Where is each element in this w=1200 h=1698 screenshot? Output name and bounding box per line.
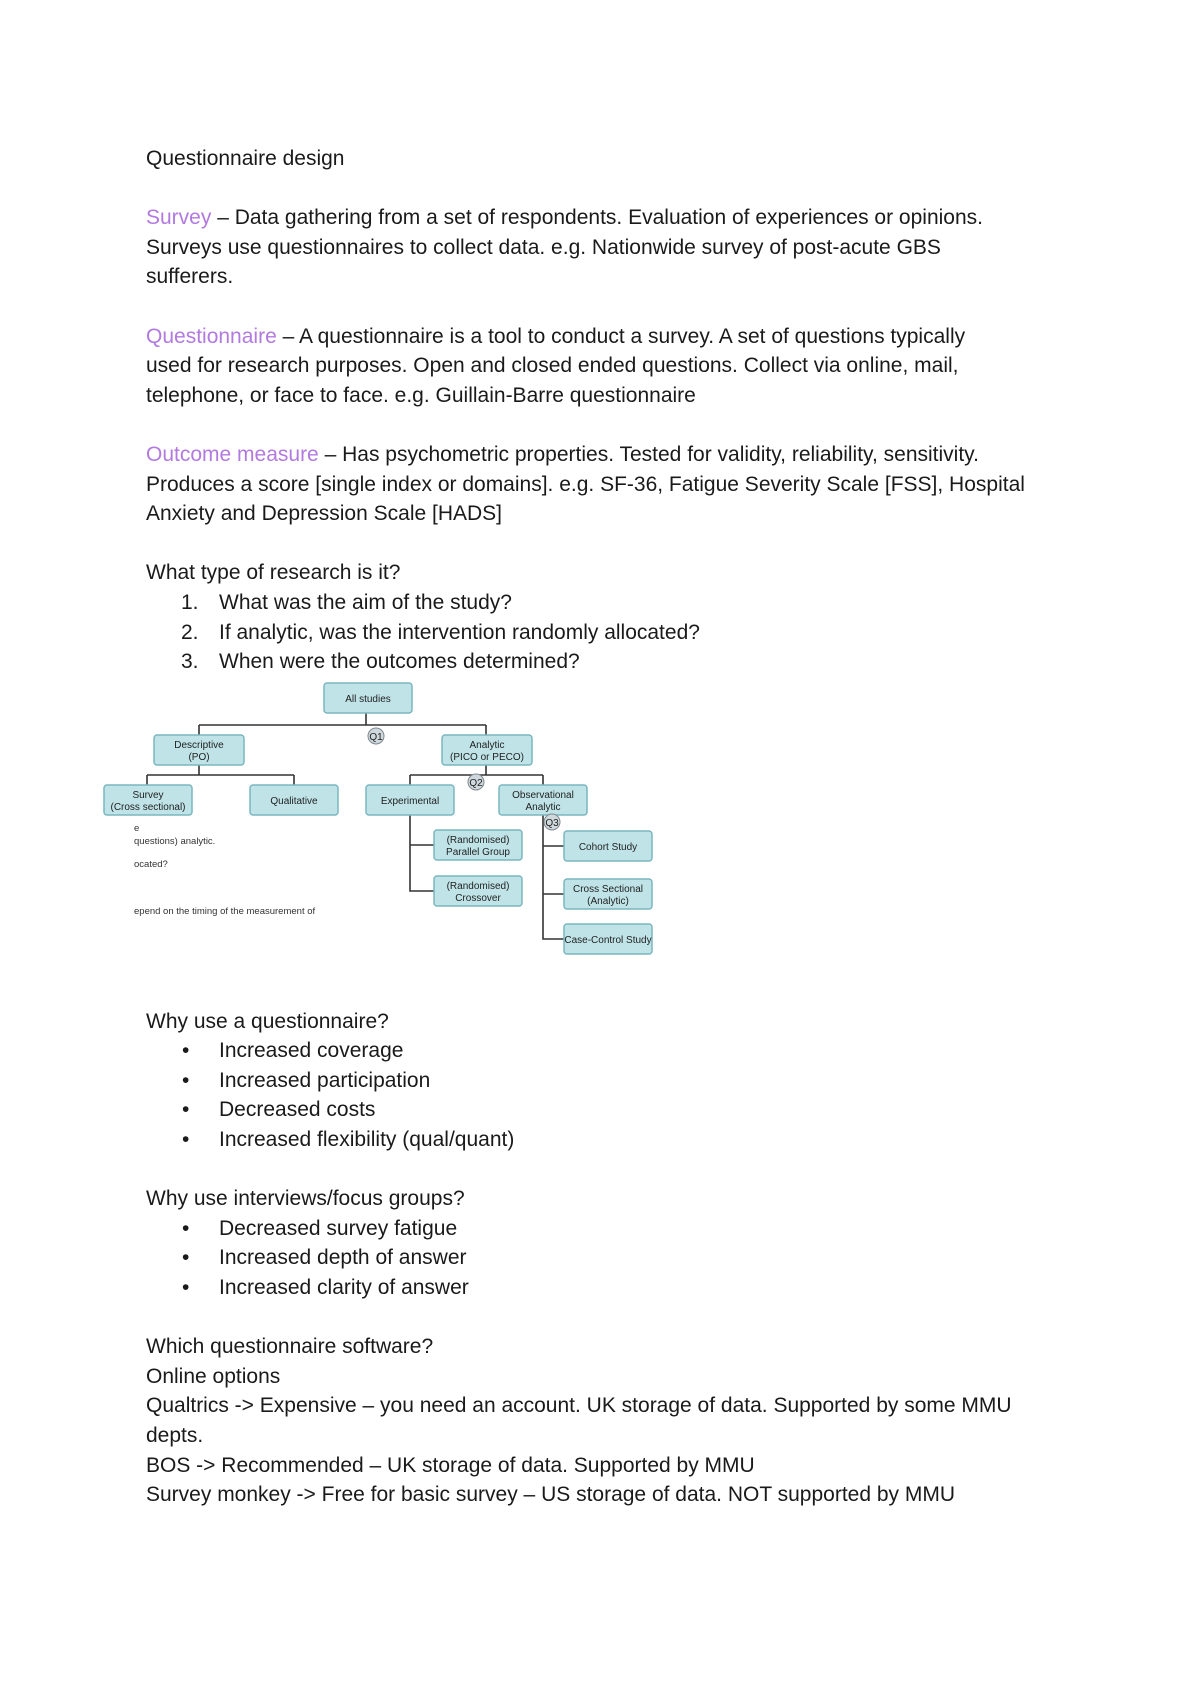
list-item [146, 618, 1066, 648]
diagram-box-crossover [434, 876, 522, 906]
bullet: • [182, 1216, 190, 1240]
software-line: Online options [146, 1364, 281, 1388]
research-questions-list [146, 588, 1066, 677]
cropped-text-fragment: questions) analytic. [134, 835, 216, 847]
diagram-box-observational [499, 785, 587, 815]
definition-survey [146, 203, 1066, 292]
list-item [146, 1036, 1066, 1066]
diagram-label: (Analytic) [587, 895, 629, 907]
diagram-q3-label [544, 814, 560, 830]
document-title: Questionnaire design [146, 147, 345, 170]
list-item-text: Increased participation [219, 1068, 431, 1092]
diagram-box-case-control [564, 924, 652, 954]
definition-text: Anxiety and Depression Scale [HADS] [146, 502, 503, 526]
list-number: 3. [181, 650, 199, 674]
diagram-q1-label [368, 728, 384, 744]
list-item-text: If analytic, was the intervention randomly allocated? [219, 620, 700, 644]
list-number: 1. [181, 590, 199, 614]
list-item-text: Increased coverage [219, 1039, 404, 1063]
svg-text:Q3: Q3 [545, 817, 559, 829]
term-label: Outcome measure [146, 442, 319, 466]
definition-questionnaire [146, 322, 1066, 411]
why-questionnaire-list [146, 1036, 1066, 1154]
diagram-box-cross-sectional [564, 879, 652, 909]
diagram-box-descriptive [154, 735, 244, 765]
definition-text: sufferers. [146, 265, 234, 289]
list-item [146, 588, 1066, 618]
list-item-text: Increased flexibility (qual/quant) [219, 1128, 515, 1152]
document-body [110, 144, 1066, 1510]
research-heading: What type of research is it? [146, 561, 401, 585]
diagram-label: Observational [512, 789, 574, 801]
list-item-text: Decreased costs [219, 1098, 376, 1122]
bullet: • [182, 1128, 190, 1152]
list-item [146, 647, 1066, 677]
diagram-label: Analytic [525, 801, 561, 813]
diagram-box-parallel-group [434, 830, 522, 860]
diagram-label: Cohort Study [578, 841, 638, 853]
list-item [146, 1273, 1066, 1303]
diagram-label: (Cross sectional) [110, 801, 186, 813]
list-item-text: What was the aim of the study? [219, 590, 512, 614]
diagram-label: (Randomised) [446, 880, 510, 892]
diagram-label: Experimental [380, 795, 440, 807]
list-item [146, 1066, 1066, 1096]
list-item [146, 1243, 1066, 1273]
cropped-text-fragment: ocated? [134, 858, 168, 870]
diagram-box-all-studies [324, 683, 412, 713]
definition-text: used for research purposes. Open and closed ended questions. Collect via online, mail, [146, 354, 959, 378]
study-types-tree [110, 679, 694, 979]
list-item [146, 1214, 1066, 1244]
bullet: • [182, 1276, 190, 1300]
bullet: • [182, 1098, 190, 1122]
diagram-label: All studies [345, 693, 391, 705]
software-heading: Which questionnaire software? [146, 1335, 434, 1359]
diagram-box-cohort [564, 831, 652, 861]
list-item [146, 1125, 1066, 1155]
bullet: • [182, 1039, 190, 1063]
why-questionnaire-heading: Why use a questionnaire? [146, 1009, 389, 1033]
study-types-diagram [110, 679, 1066, 979]
diagram-box-analytic [442, 735, 532, 765]
software-line: depts. [146, 1424, 204, 1447]
why-interviews-heading: Why use interviews/focus groups? [146, 1187, 465, 1211]
definition-text: – Has psychometric properties. Tested for validity, reliability, sensitivity. [318, 442, 979, 466]
diagram-label: (PO) [188, 751, 210, 763]
definition-text: Produces a score [single index or domains]. e.g. SF-36, Fatigue Severity Scale [FSS], Hospital [146, 472, 1025, 496]
definition-outcome-measure [146, 440, 1066, 529]
software-line: Qualtrics -> Expensive – you need an account. UK storage of data. Supported by some MMU [146, 1394, 1012, 1418]
diagram-box-experimental [366, 785, 454, 815]
term-label: Questionnaire [146, 324, 277, 348]
diagram-label: Case-Control Study [564, 934, 652, 946]
list-number: 2. [181, 620, 199, 644]
cropped-text-fragment: epend on the timing of the measurement of [134, 905, 316, 917]
software-line: BOS -> Recommended – UK storage of data. Supported by MMU [146, 1453, 755, 1477]
term-label: Survey [146, 206, 212, 230]
definition-text: Surveys use questionnaires to collect data. e.g. Nationwide survey of post-acute GBS [146, 235, 941, 259]
diagram-label: Descriptive [174, 739, 224, 751]
diagram-label: (PICO or PECO) [450, 751, 524, 763]
diagram-label: Qualitative [270, 795, 318, 807]
list-item [146, 1095, 1066, 1125]
diagram-box-survey [104, 785, 192, 815]
why-interviews-list [146, 1214, 1066, 1303]
bullet: • [182, 1246, 190, 1270]
diagram-label: Survey [132, 789, 164, 801]
list-item-text: Decreased survey fatigue [219, 1216, 458, 1240]
diagram-label: Cross Sectional [572, 883, 644, 895]
diagram-label: Analytic [469, 739, 505, 751]
list-item-text: Increased depth of answer [219, 1246, 467, 1270]
diagram-label: Crossover [455, 892, 501, 904]
definition-text: telephone, or face to face. e.g. Guillain-Barre questionnaire [146, 383, 696, 407]
diagram-q2-label [468, 774, 484, 790]
diagram-box-qualitative [250, 785, 338, 815]
cropped-text-fragment: e [134, 822, 140, 834]
list-item-text: When were the outcomes determined? [219, 650, 580, 674]
diagram-label: Parallel Group [446, 846, 510, 858]
svg-text:Q2: Q2 [469, 777, 483, 789]
svg-text:Q1: Q1 [369, 731, 383, 743]
bullet: • [182, 1068, 190, 1092]
software-line: Survey monkey -> Free for basic survey – US storage of data. NOT supported by MMU [146, 1483, 956, 1507]
list-item-text: Increased clarity of answer [219, 1276, 469, 1300]
diagram-label: (Randomised) [446, 834, 510, 846]
definition-text: – Data gathering from a set of respondents. Evaluation of experiences or opinions. [211, 206, 983, 230]
definition-text: – A questionnaire is a tool to conduct a survey. A set of questions typically [276, 324, 966, 348]
